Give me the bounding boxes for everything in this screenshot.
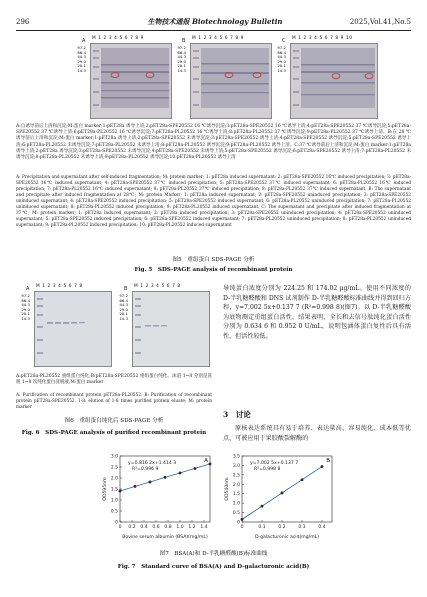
x-axis-label: D-galacturonic acid(mg/mL) — [254, 535, 320, 540]
data-point — [301, 478, 304, 481]
mw-ladder-labels: 97.2 66.4 44.3 29.0 20.1 14.3 — [21, 293, 30, 321]
data-point — [149, 481, 152, 484]
r-squared-label: R²=0.996 9 — [132, 467, 159, 472]
panel-label-c: C — [282, 38, 286, 44]
x-tick-label: 0.2 — [278, 525, 286, 530]
x-tick-label: 0 — [240, 525, 244, 530]
y-tick-label: 3.5 — [232, 454, 240, 460]
lane-labels: M 1 2 3 4 5 6 7 8 9 — [92, 36, 145, 41]
data-point — [179, 472, 182, 475]
fig7-chart-b — [222, 448, 338, 544]
panel-label-a: A — [26, 286, 30, 292]
lane-labels: M 1 2 3 4 5 6 7 8 — [134, 284, 181, 289]
data-point — [119, 490, 122, 493]
y-tick-label: 2.5 — [110, 465, 118, 471]
mw-ladder-labels: 97.2 66.4 44.3 29.0 20.1 14.3 — [177, 45, 186, 73]
body-paragraph-1: 导纯蛋白浓度分别为 224.25 和 174.02 μg/mL。使用不同浓度的 D-半乳糖醛酸和 DNS 试剂制作 D-半乳糖醛酸标准曲线并得到回归方程，y=7.002 5x+0.137 7 (R²=0.998 8)(图7)。以 D-半乳糖醛酸为底物测定重组蛋白活性，结果表明，全长和去信号肽纯化蛋白活性分别为 0.634 6 和 0.952 0 U/mL，说明包涵体蛋白复性后具有活性，但活性较低。 — [223, 285, 411, 340]
data-point — [241, 518, 244, 521]
y-tick-label: 1.0 — [232, 501, 240, 507]
x-axis-label: Bovine serum albumin (BSA)(mg/mL) — [122, 535, 208, 540]
page-number: 296 — [16, 18, 30, 26]
y-tick-label: 1.5 — [110, 487, 118, 493]
lane-labels: M 1 2 3 4 5 6 7 8 9 10 — [292, 36, 353, 41]
y-tick-label: 0.5 — [110, 509, 118, 515]
fig6-panel-b — [119, 284, 212, 368]
data-point — [209, 463, 212, 466]
x-tick-label: 1.2 — [188, 525, 196, 530]
fig7-title-en: Fig. 7 Standard curve of BSA(A) and D-galacturonic acid(B) — [117, 564, 310, 570]
y-tick-label: 2.0 — [232, 482, 240, 488]
equation-label: y=0.816 2x+1.414 3 — [128, 461, 177, 466]
fig6-caption-en: A: Purification of recombinant protein pET28a-PL20552. B: Purification of recombinant protein pET28a-SPE20552. 1-8: elution of 1-8 times purified protein eluate; M: protein marker — [16, 393, 212, 410]
gel-image — [34, 291, 112, 367]
y-tick-label: 1.5 — [232, 492, 240, 498]
x-tick-label: 0.8 — [164, 525, 172, 530]
issue-info: 2025,Vol.41,No.5 — [349, 18, 411, 26]
panel-label-b: B — [182, 38, 186, 44]
gel-image — [90, 43, 172, 119]
body-paragraph-2: 原核表达系统具有易于培养、表达量高、容易纯化、成本低等优点，可被应用于果胶酸裂解酶的 — [223, 425, 411, 442]
section-heading: 3 讨论 — [223, 410, 251, 419]
data-point — [261, 505, 264, 508]
x-tick-label: 0.4 — [140, 525, 148, 530]
y-axis-label: OD540nm — [225, 477, 230, 501]
panel-label: A — [204, 458, 208, 464]
fig5-caption-en: A: Precipitation and supernatant after self-induced fragmentation; M: protein marker; 1: pET28a induced supernatant; 2: pET28a-SPE20552 16℃ induced precipitation; 3: pET28a-SPE20552 16℃ induced supernatant; 4: pET28a-SPE20552 37℃ induced precipitation; 5: pET28a-SPE20552 37℃ induced supernatant; 6: pET28a-PL20552 16℃ induced precipitation; 7: pET28a-PL20552 16℃ induced supernatant; 8: pET28a-PL20552 37℃ induced precipitation; 9: pET28a-PL20552 37℃ induced supernatant. B: The supernatant and precipitate after induced fragmentation at 28℃; M: protein Marker; 1: pET28a induced supernatant; 2: pET28a-SPE20552 uninduced precipitation; 3: pET28a-SPE20552 uninduced supernatant; 4: pET28a-SPE20552 induced precipitation; 5: pET28a-SPE20552 induced supernatant; 6: pET28a-PL20552 uninduced precipitation; 7: pET28a-PL20552 uninduced supernatant; 8: pET28a-PL20552 induced precipitation; 9: pET28a-PL20552 induced supernatant. C: The supernatant and precipitate after induced fragmentation at 37℃; M: protein marker; 1: pET28a induced supernatant; 2: pET28a induced precipitation; 3: pET28a-SPE20552 uninduced precipitation; 4: pET28a-SPE20552 uninduced supernatant; 5: pET28a-SPE20552 induced precipitation; 6: pET28a-SPE20552 induced supernatant; 7: pET28a-PL20552 uninduced precipitation; 8: pET28a-PL20552 uninduced supernatant; 9: pET28a-PL20552 induced precipitation; 10: pET28a-PL20552 induced supernatant — [16, 175, 411, 228]
data-point — [134, 485, 137, 488]
equation-label: y=7.002 5x+0.137 7 — [250, 461, 299, 466]
data-point — [321, 465, 324, 468]
fig5-title-cn: 图5 重组蛋白 SDS-PAGE 分析 — [172, 257, 255, 263]
x-tick-label: 0.3 — [298, 525, 306, 530]
journal-title: 生物技术通报 Biotechnology Bulletin — [147, 17, 283, 26]
y-tick-label: 3.0 — [110, 454, 118, 460]
y-axis-label: OD595nm — [103, 477, 108, 501]
x-tick-label: 0 — [118, 525, 122, 530]
y-tick-label: 0 — [115, 520, 118, 526]
gel-image — [290, 43, 378, 119]
fig5-title-en: Fig. 5 SDS-PAGE analysis of recombinant protein — [134, 267, 293, 273]
x-tick-label: 0.2 — [128, 525, 136, 530]
mw-ladder-labels: 97.2 66.4 44.3 29.0 20.1 14.3 — [277, 45, 286, 73]
gel-image — [132, 291, 210, 367]
fig6-caption-cn: A:pET28a-PL20552 重组蛋白纯化;B:pET28a-SPE20552 重组蛋白纯化。泳道 1~8 分别是洗脱 1~8 次纯化蛋白洗脱液,M:蛋白 marker — [16, 374, 212, 386]
x-tick-label: 1.4 — [200, 525, 208, 530]
data-point — [281, 492, 284, 495]
panel-label: B — [326, 458, 330, 464]
x-tick-label: 0.6 — [152, 525, 160, 530]
mw-ladder-labels: 97.2 66.4 44.3 29.0 20.1 14.3 — [77, 45, 86, 73]
x-tick-label: 1.0 — [176, 525, 184, 530]
y-tick-label: 2.0 — [110, 476, 118, 482]
data-point — [194, 467, 197, 470]
fig5-panel-c — [277, 36, 378, 120]
fig6-panel-a — [21, 284, 114, 368]
y-tick-label: 0 — [237, 520, 240, 526]
fig6-title-en: Fig. 6 SDS-PAGE analysis of purified recombinant protein — [21, 430, 207, 436]
x-tick-label: 0.1 — [258, 525, 266, 530]
fig5-panel-a — [77, 36, 172, 120]
header-rule — [16, 30, 411, 31]
y-tick-label: 0.5 — [232, 511, 240, 517]
y-tick-label: 3.0 — [232, 463, 240, 469]
lane-labels: M 1 2 3 4 5 6 7 8 9 — [192, 36, 245, 41]
y-tick-label: 2.5 — [232, 473, 240, 479]
fig7-title-cn: 图7 BSA(A)和 D-半乳糖醛酸(B)标准曲线 — [159, 551, 268, 557]
fig7-chart-a — [100, 448, 216, 544]
panel-label-a: A — [82, 38, 86, 44]
panel-label-b: B — [124, 286, 128, 292]
x-tick-label: 0.4 — [318, 525, 326, 530]
data-point — [164, 476, 167, 479]
mw-ladder-labels: 97.2 66.4 44.3 29.0 20.1 14.3 — [119, 293, 128, 321]
r-squared-label: R²=0.998 8 — [254, 467, 281, 472]
fig5-panel-b — [177, 36, 272, 120]
lane-labels: M 1 2 3 4 5 6 7 8 — [36, 284, 83, 289]
gel-image — [190, 43, 272, 119]
fig6-title-cn: 图6 重组蛋白纯化后 SDS-PAGE 分析 — [64, 418, 164, 424]
fig5-caption-cn: A:自诱导前后上清和沉淀;M:蛋白 marker;1:pET28a 诱导上清;2:pET28a-SPE20552 16 ℃诱导沉淀;3:pET28a-SPE20552 16 ℃诱导上清;4:pET28a-SPE20552 37 ℃诱导沉淀;5:pET28a-SPE20552 37 ℃诱导上清;6:pET28a-PL20552 16 ℃诱导沉淀;7:pET28a-PL20552 16 ℃诱导上清;8:pET28a-PL20552 37 ℃诱导沉淀;9:pET28a-PL20552 37 ℃诱导上清。B:在 28 ℃诱导前后上清和沉淀;M:蛋白 marker;1:pET28a 诱导上清;2:pET28a-SPE20552 未诱导沉淀;3:pET28a-SPE20552 诱导上清;4:pET28a-SPE20552 诱导沉淀;5:pET28a-SPE20552 诱导上清;6:pET28a-PL20552 未诱导沉淀;7:pET28a-PL20552 未诱导上清;8:pET28a-PL20552 诱导沉淀;9:pET28a-PL20552 诱导上清。C:37 ℃诱导前后上清和沉淀;M:蛋白 marker;1:pET28a 诱导上清;2:pET28a 诱导沉淀;3:pET28a-SPE20552 未诱导沉淀;4:pET28a-SPE20552 未诱导上清;5:pET28a-SPE20552 诱导沉淀;6:pET28a-SPE20552 诱导上清;7:pET28a-PL20552 未诱导沉淀;8:pET28a-PL20552 未诱导上清;9:pET28a-PL20552 诱导沉淀;10:pET28a-PL20552 诱导上清 — [16, 124, 411, 161]
y-tick-label: 1.0 — [110, 498, 118, 504]
